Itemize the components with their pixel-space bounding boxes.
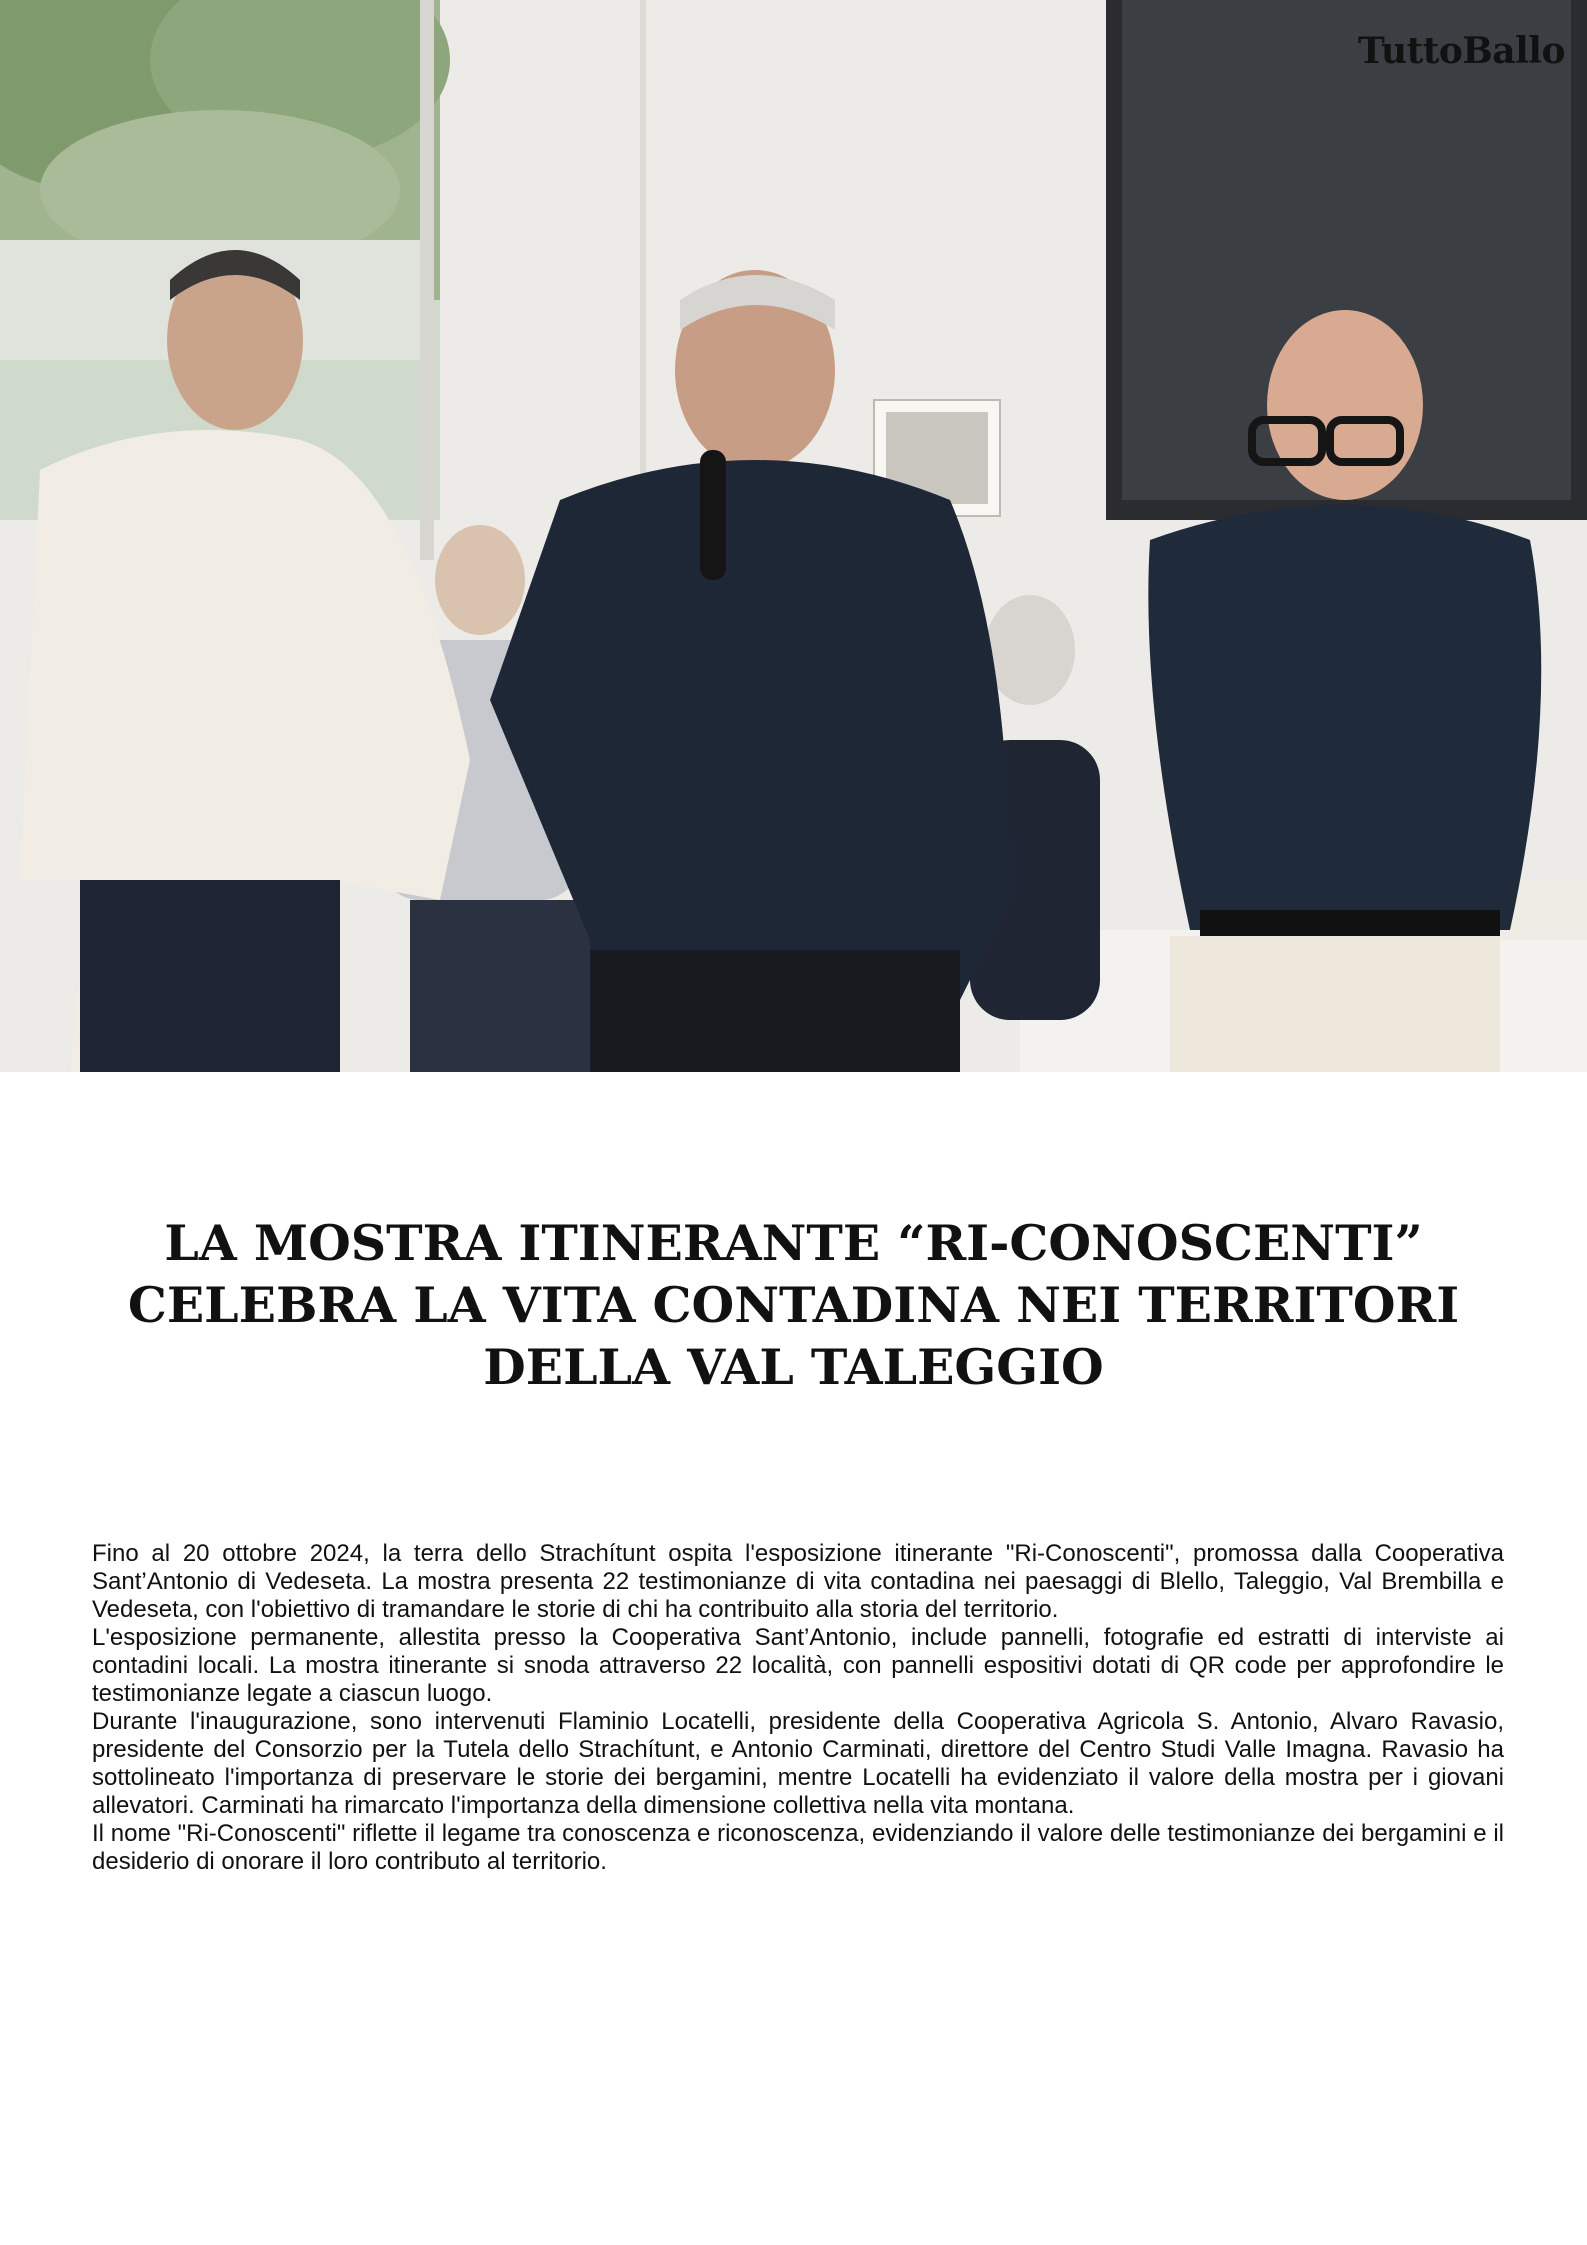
article-headline <box>90 1212 1497 1398</box>
header-photo <box>0 0 1587 1072</box>
article-paragraph-4: Il nome "Ri-Conoscenti" riflette il legame tra conoscenza e riconoscenza, evidenziando il valore delle testimonianze dei bergamini e il desiderio di onorare il loro contributo al territorio. <box>92 1820 1504 1875</box>
speakers-photo-illustration <box>0 0 1587 1072</box>
brand-logo: TuttoBallo <box>1357 30 1565 72</box>
article-paragraph-3: Durante l'inaugurazione, sono intervenuti Flaminio Locatelli, presidente della Cooperativa Agricola S. Antonio, Alvaro Ravasio, presidente del Consorzio per la Tutela dello Strachítunt, e Antonio Carminati, direttore del Centro Studi Valle Imagna. Ravasio ha sottolineato l'importanza di preservare le storie dei bergamini, mentre Locatelli ha evidenziato il valore della mostra per i giovani allevatori. Carminati ha rimarcato l'importanza della dimensione collettiva nella vita montana. <box>92 1708 1504 1819</box>
article-paragraph-2: L'esposizione permanente, allestita presso la Cooperativa Sant’Antonio, include pannelli, fotografie ed estratti di interviste ai contadini locali. La mostra itinerante si snoda attraverso 22 località, con pannelli espositivi dotati di QR code per approfondire le testimonianze legate a ciascun luogo. <box>92 1624 1504 1707</box>
headline-line-2: CELEBRA LA VITA CONTADINA NEI TERRITORI <box>127 1276 1460 1334</box>
article-paragraph-1: Fino al 20 ottobre 2024, la terra dello Strachítunt ospita l'esposizione itinerante "Ri-Conoscenti", promossa dalla Cooperativa Sant’Antonio di Vedeseta. La mostra presenta 22 testimonianze di vita contadina nei paesaggi di Blello, Taleggio, Val Brembilla e Vedeseta, con l'obiettivo di tramandare le storie di chi ha contribuito alla storia del territorio. <box>92 1540 1504 1623</box>
headline-line-1: LA MOSTRA ITINERANTE “RI-CONOSCENTI” <box>164 1214 1423 1272</box>
headline-line-3: DELLA VAL TALEGGIO <box>483 1338 1104 1396</box>
article-body <box>92 1540 1504 1876</box>
